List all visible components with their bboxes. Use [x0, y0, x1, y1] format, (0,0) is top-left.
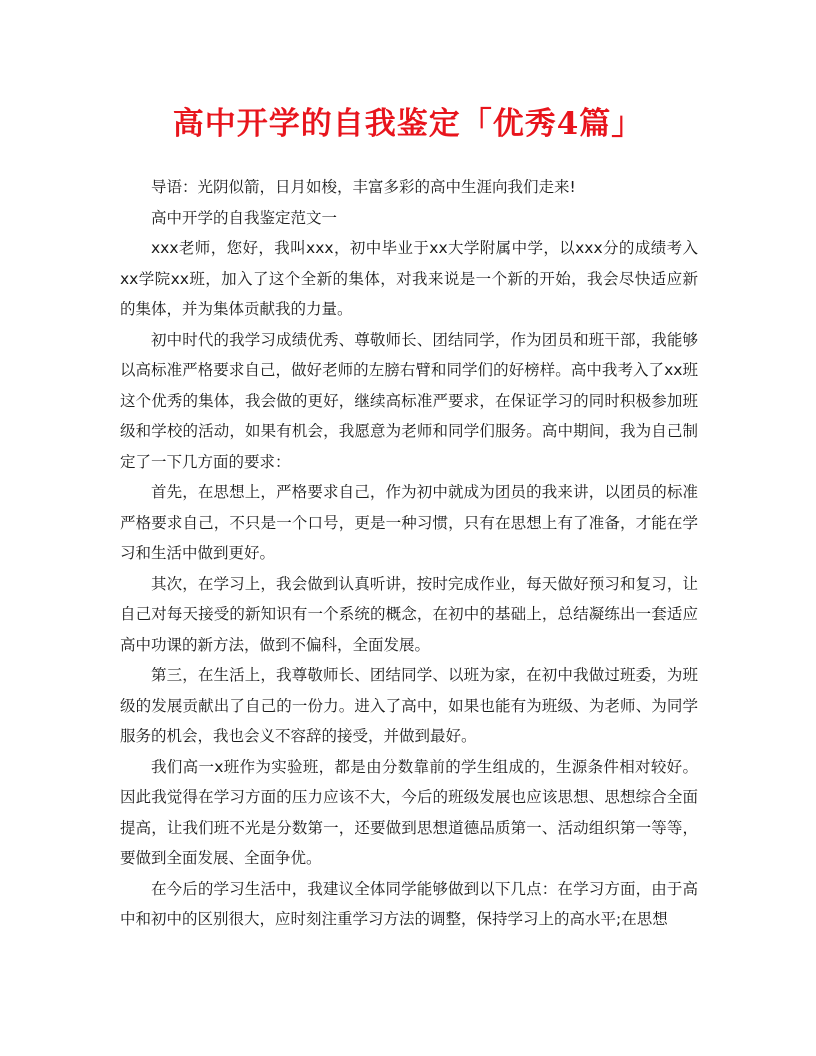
document-body	[120, 172, 698, 935]
paragraph: 第三，在生活上，我尊敬师长、团结同学、以班为家，在初中我做过班委，为班级的发展贡献出了自己的一份力。进入了高中，如果也能有为班级、为老师、为同学服务的机会，我也会义不容辞的接受，并做到最好。	[120, 666, 698, 745]
paragraph-section-heading: 高中开学的自我鉴定范文一	[151, 208, 338, 227]
paragraph: 在今后的学习生活中，我建议全体同学能够做到以下几点：在学习方面，由于高中和初中的区别很大，应时刻注重学习方法的调整，保持学习上的高水平;在思想	[120, 879, 698, 928]
paragraph: xxx老师，您好，我叫xxx，初中毕业于xx大学附属中学，以xxx分的成绩考入xx学院xx班，加入了这个全新的集体，对我来说是一个新的开始，我会尽快适应新的集体，并为集体贡献我的力量。	[120, 239, 698, 318]
paragraph-intro: 导语：光阴似箭，日月如梭，丰富多彩的高中生涯向我们走来!	[151, 178, 576, 196]
paragraph: 初中时代的我学习成绩优秀、尊敬师长、团结同学，作为团员和班干部，我能够以高标准严格要求自己，做好老师的左膀右臂和同学们的好榜样。高中我考入了xx班这个优秀的集体，我会做的更好，继续高标准严要求，在保证学习的同时积极参加班级和学校的活动，如果有机会，我愿意为老师和同学们服务。高中期间，我为自己制定了一下几方面的要求：	[120, 330, 698, 471]
paragraph: 首先，在思想上，严格要求自己，作为初中就成为团员的我来讲，以团员的标准严格要求自己，不只是一个口号，更是一种习惯，只有在思想上有了准备，才能在学习和生活中做到更好。	[120, 483, 698, 562]
document-title: 高中开学的自我鉴定「优秀4篇」	[172, 106, 644, 142]
paragraph: 我们高一x班作为实验班，都是由分数靠前的学生组成的，生源条件相对较好。因此我觉得在学习方面的压力应该不大，今后的班级发展也应该思想、思想综合全面提高，让我们班不光是分数第一，还要做到思想道德品质第一、活动组织第一等等，要做到全面发展、全面争优。	[120, 757, 698, 867]
paragraph: 其次，在学习上，我会做到认真听讲，按时完成作业，每天做好预习和复习，让自己对每天接受的新知识有一个系统的概念，在初中的基础上，总结凝练出一套适应高中功课的新方法，做到不偏科，全面发展。	[120, 574, 698, 654]
